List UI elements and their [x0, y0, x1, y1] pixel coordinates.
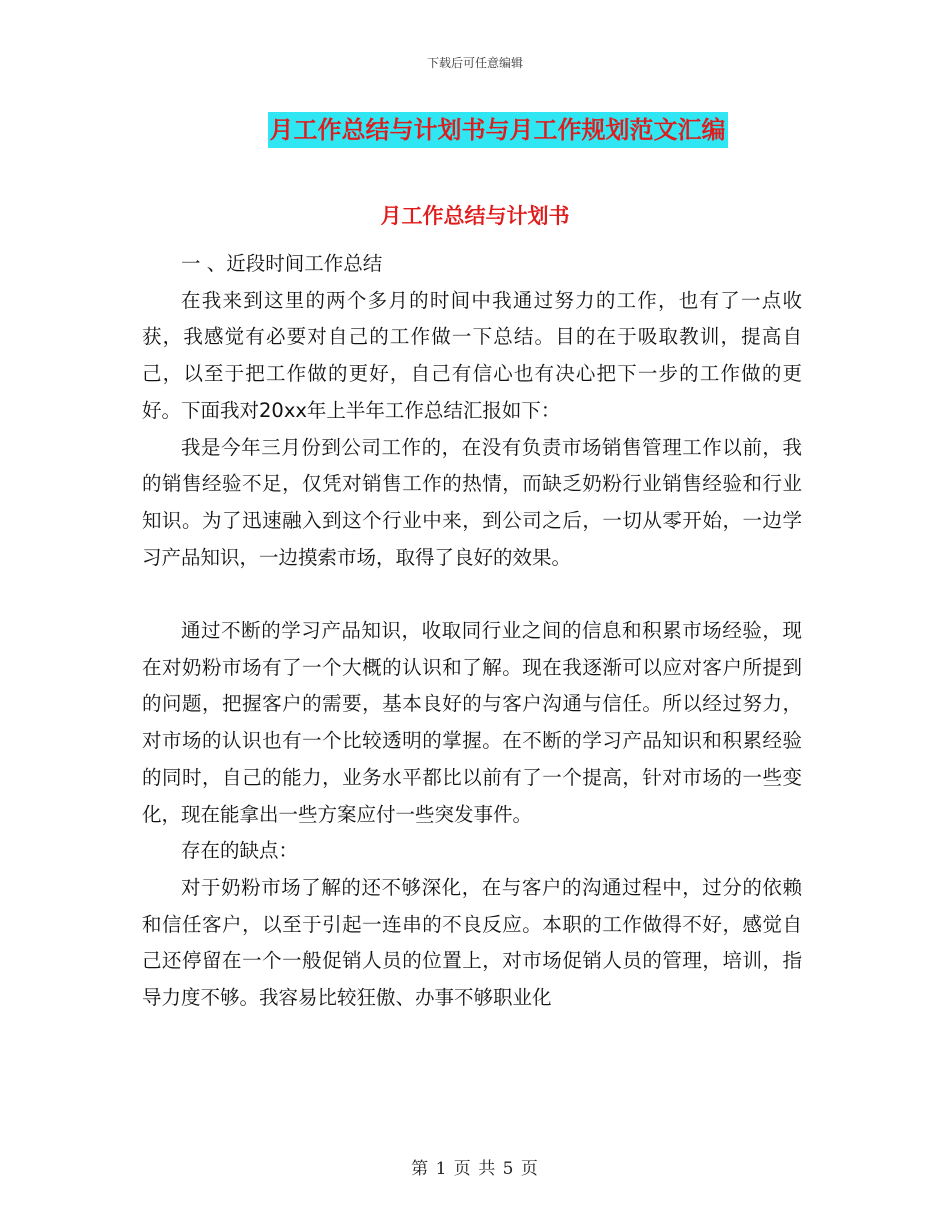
paragraph-4: 对于奶粉市场了解的还不够深化，在与客户的沟通过程中，过分的依赖和信任客户，以至于引起一连串的不良反应。本职的工作做得不好，感觉自己还停留在一个一般促销人员的位置上，对市场促销人员的管理，培训，指导力度不够。我容易比较狂傲、办事不够职业化 [142, 875, 802, 1010]
document-title: 月工作总结与计划书与月工作规划范文汇编 [268, 112, 728, 148]
paragraph-3: 通过不断的学习产品知识，收取同行业之间的信息和积累市场经验，现在对奶粉市场有了一个大概的认识和了解。现在我逐渐可以应对客户所提到的问题，把握客户的需要，基本良好的与客户沟通与信任。所以经过努力，对市场的认识也有一个比较透明的掌握。在不断的学习产品知识和积累经验的同时，自己的能力，业务水平都比以前有了一个提高，针对市场的一些变化，现在能拿出一些方案应付一些突发事件。 [142, 619, 802, 826]
header-note: 下载后可任意编辑 [426, 56, 523, 70]
paragraph-1: 在我来到这里的两个多月的时间中我通过努力的工作，也有了一点收获，我感觉有必要对自己的工作做一下总结。目的在于吸取教训，提高自己，以至于把工作做的更好，自己有信心也有决心把下一步的工作做的更好。下面我对20xx年上半年工作总结汇报如下： [142, 288, 802, 422]
page-footer: 第 1 页 共 5 页 [411, 1159, 539, 1179]
paragraph-heading-1: 一 、近段时间工作总结 [181, 252, 383, 275]
document-body [142, 246, 802, 1017]
paragraph-heading-2: 存在的缺点： [181, 839, 299, 863]
document-title-wrapper [0, 112, 950, 148]
paragraph-2: 我是今年三月份到公司工作的，在没有负责市场销售管理工作以前，我的销售经验不足，仅凭对销售工作的热情，而缺乏奶粉行业销售经验和行业知识。为了迅速融入到这个行业中来，到公司之后，一切从零开始，一边学习产品知识，一边摸索市场，取得了良好的效果。 [142, 435, 802, 569]
section-title: 月工作总结与计划书 [380, 204, 570, 228]
